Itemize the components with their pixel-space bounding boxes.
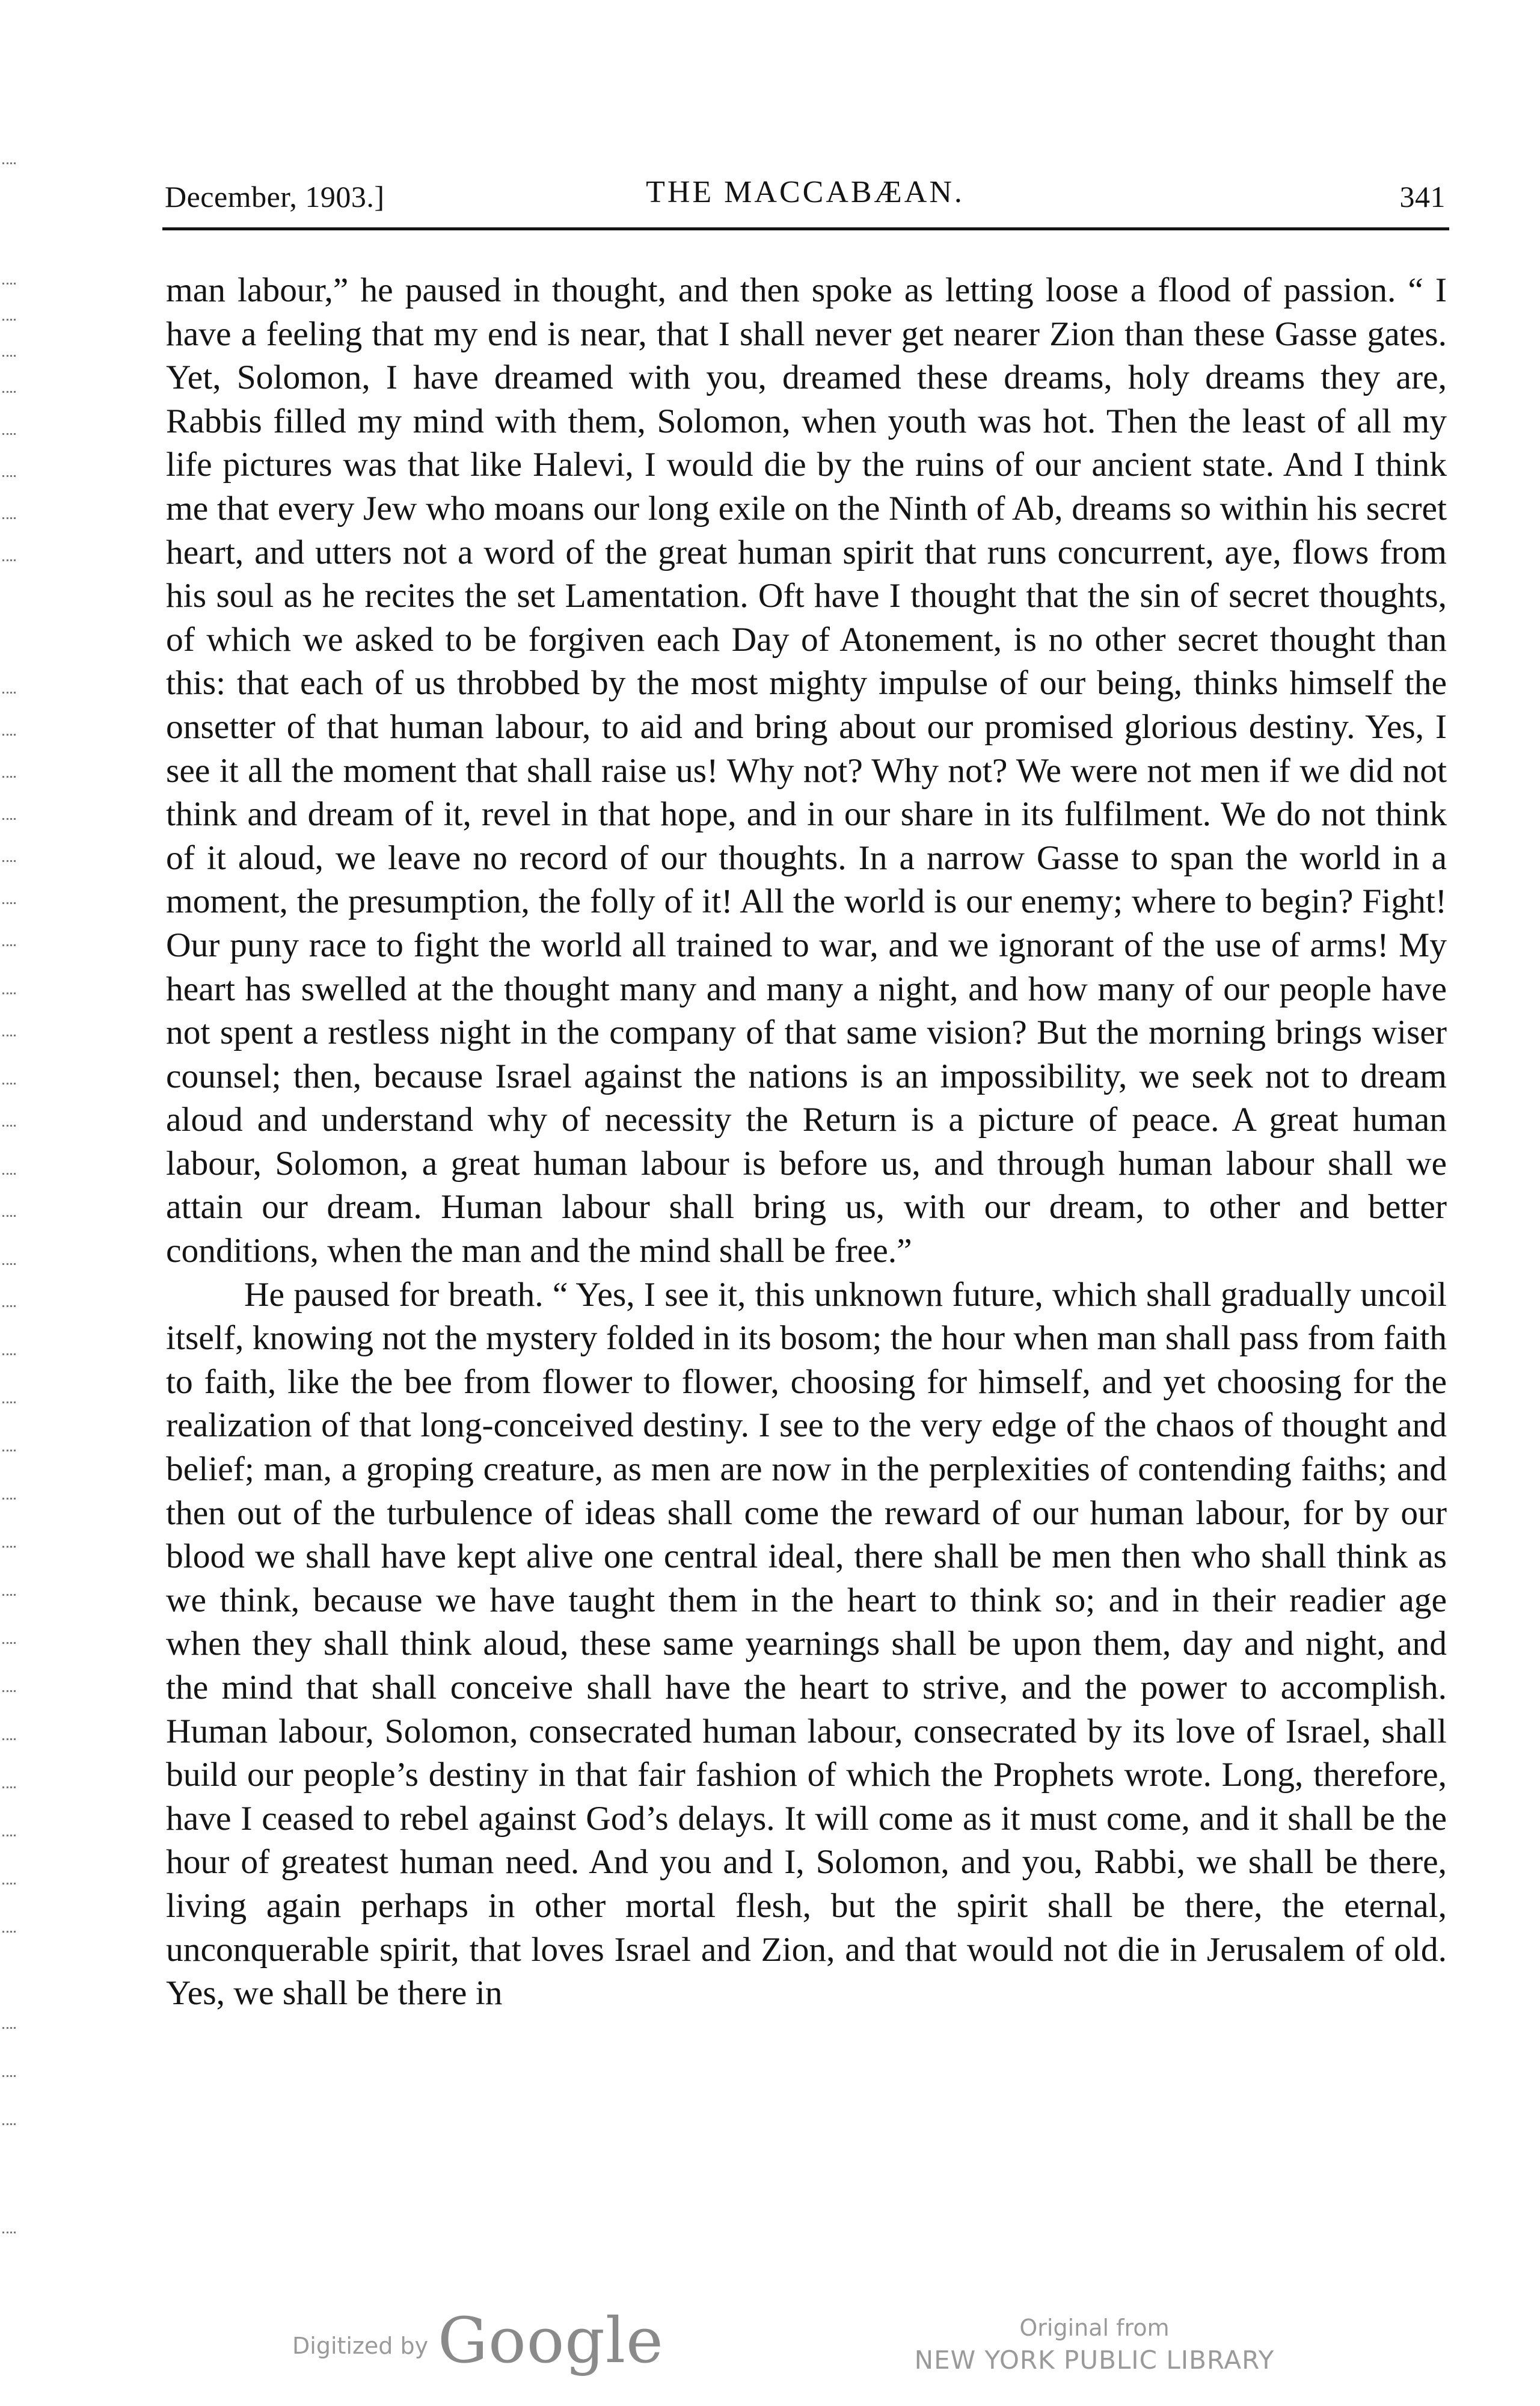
google-logo: Google [438, 2304, 664, 2377]
original-from-label: Original from [1019, 2315, 1170, 2341]
library-name: NEW YORK PUBLIC LIBRARY [914, 2345, 1275, 2375]
paragraph: He paused for breath. “ Yes, I see it, this unknown future, which shall gradually uncoil itself, knowing not the mystery folded in its bosom; the hour when man shall pass from faith to faith, like the bee from flower to flower, choosing for himself, and yet choosing for the realization of that long-conceived destiny. I see to the very edge of the chaos of thought and belief; man, a groping creature, as men are now in the perplexities of contending faiths; and then out of the turbulence of ideas shall come the reward of our human labour, for by our blood we shall have kept alive one central ideal, there shall be men then who shall think as we think, because we have taught them in the heart to think so; and in their readier age when they shall think aloud, these same yearnings shall be upon them, day and night, and the mind that shall conceive shall have the heart to strive, and the power to accomplish. Human labour, Solomon, consecrated human labour, consecrated by its love of Israel, shall build our people’s destiny in that fair fashion of which the Prophets wrote. Long, therefore, have I ceased to rebel against God’s delays. It will come as it must come, and it shall be the hour of greatest human need. And you and I, Solomon, and you, Rabbi, we shall be there, living again perhaps in other mortal flesh, but the spirit shall be there, the eternal, unconquerable spirit, that loves Israel and Zion, and that would not die in Jerusalem of old. Yes, we shall be there in [166, 1275, 1447, 2013]
paragraph-continued: man labour,” he paused in thought, and then spoke as letting loose a flood of passion. “ I have a feeling that my end is near, that I shall never get nearer Zion than these Gasse gates. Yet, Solomon, I have dreamed with you, dreamed these dreams, holy dreams they are, Rabbis filled my mind with them, Solomon, when youth was hot. Then the least of all my life pictures was that like Halevi, I would die by the ruins of our ancient state. And I think me that every Jew who moans our long exile on the Ninth of Ab, dreams so within his secret heart, and utters not a word of the great human spirit that runs concurrent, aye, flows from his soul as he recites the set Lamentation. Oft have I thought that the sin of secret thoughts, of which we asked to be forgiven each Day of Atonement, is no other secret thought than this: that each of us throbbed by the most mighty impulse of our being, thinks himself the onsetter of that human labour, to aid and bring about our promised glorious destiny. Yes, I see it all the moment that shall raise us! Why not? Why not? We were not men if we did not think and dream of it, revel in that hope, and in our share in its fulfilment. We do not think of it aloud, we leave no record of our thoughts. In a narrow Gasse to span the world in a moment, the presumption, the folly of it! All the world is our enemy; where to begin? Fight! Our puny race to fight the world all trained to war, and we ignorant of the use of arms! My heart has swelled at the thought many and many a night, and how many of our people have not spent a restless night in the company of that same vision? But the morning brings wiser counsel; then, because Israel against the nations is an impossibility, we seek not to dream aloud and understand why of necessity the Return is a picture of peace. A great human labour, Solomon, a great human labour is before us, and through human labour shall we attain our dream. Human labour shall bring us, with our dream, to other and better conditions, when the man and the mind shall be free.” [166, 271, 1447, 1270]
digitized-by-label: Digitized by [292, 2333, 429, 2359]
header-rule [162, 227, 1449, 230]
left-margin-bleed-marks [0, 162, 29, 2298]
source-attribution [902, 2312, 1287, 2377]
scan-footer [0, 2298, 1540, 2406]
article-body [166, 269, 1447, 2016]
running-header [165, 174, 1446, 217]
issue-date: December, 1903.] [165, 180, 385, 214]
journal-title: THE MACCABÆAN. [646, 175, 965, 209]
page-number: 341 [1399, 180, 1446, 214]
